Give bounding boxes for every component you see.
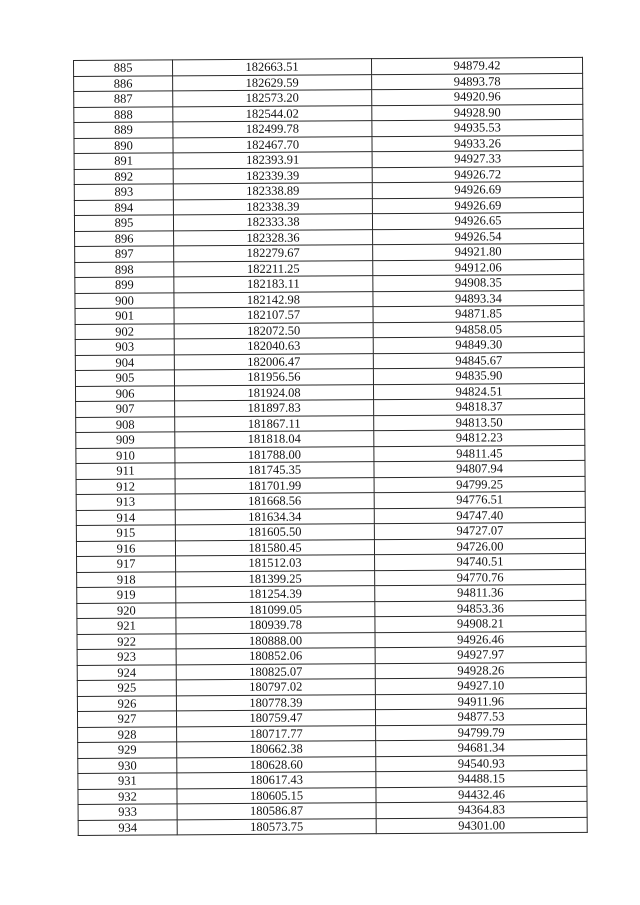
point-number-cell: 908	[76, 416, 175, 432]
y-coordinate-cell: 94927.97	[375, 646, 586, 663]
point-number-cell: 891	[74, 153, 173, 169]
y-coordinate-cell: 94811.36	[375, 584, 586, 601]
point-number-cell: 885	[74, 60, 173, 76]
point-number-cell: 932	[78, 788, 177, 804]
x-coordinate-cell: 182333.38	[173, 214, 372, 231]
x-coordinate-cell: 182040.63	[174, 338, 373, 355]
y-coordinate-cell: 94912.06	[373, 259, 584, 276]
point-number-cell: 910	[76, 447, 175, 463]
y-coordinate-cell: 94933.26	[372, 135, 583, 152]
point-number-cell: 903	[75, 339, 174, 355]
point-number-cell: 892	[74, 168, 173, 184]
y-coordinate-cell: 94727.07	[374, 522, 585, 539]
point-number-cell: 919	[77, 587, 176, 603]
point-number-cell: 890	[74, 137, 173, 153]
table-row	[78, 817, 587, 836]
point-number-cell: 895	[74, 215, 173, 231]
y-coordinate-cell: 94879.42	[371, 57, 582, 74]
x-coordinate-cell: 182573.20	[173, 90, 372, 107]
y-coordinate-cell: 94747.40	[374, 507, 585, 524]
x-coordinate-cell: 182006.47	[174, 353, 373, 370]
point-number-cell: 934	[78, 819, 177, 835]
x-coordinate-cell: 181924.08	[174, 384, 373, 401]
point-number-cell: 920	[77, 602, 176, 618]
x-coordinate-cell: 182499.78	[173, 121, 372, 138]
x-coordinate-cell: 180825.07	[176, 663, 375, 680]
point-number-cell: 893	[74, 184, 173, 200]
x-coordinate-cell: 180797.02	[176, 679, 375, 696]
y-coordinate-cell: 94770.76	[375, 569, 586, 586]
x-coordinate-cell: 182339.39	[173, 167, 372, 184]
point-number-cell: 929	[78, 742, 177, 758]
point-number-cell: 896	[75, 230, 174, 246]
y-coordinate-cell: 94726.00	[374, 538, 585, 555]
y-coordinate-cell: 94811.45	[374, 445, 585, 462]
x-coordinate-cell: 180888.00	[176, 632, 375, 649]
y-coordinate-cell: 94926.69	[372, 197, 583, 214]
point-number-cell: 902	[75, 323, 174, 339]
point-number-cell: 900	[75, 292, 174, 308]
x-coordinate-cell: 182107.57	[174, 307, 373, 324]
x-coordinate-cell: 180605.15	[177, 787, 376, 804]
point-number-cell: 911	[76, 463, 175, 479]
x-coordinate-cell: 182663.51	[173, 59, 372, 76]
point-number-cell: 923	[77, 649, 176, 665]
y-coordinate-cell: 94926.72	[372, 166, 583, 183]
point-number-cell: 914	[76, 509, 175, 525]
point-number-cell: 894	[74, 199, 173, 215]
y-coordinate-cell: 94776.51	[374, 491, 585, 508]
coordinate-table	[73, 57, 588, 836]
y-coordinate-cell: 94928.26	[375, 662, 586, 679]
x-coordinate-cell: 181867.11	[175, 415, 374, 432]
x-coordinate-cell: 181580.45	[175, 539, 374, 556]
point-number-cell: 887	[74, 91, 173, 107]
y-coordinate-cell: 94893.78	[372, 73, 583, 90]
x-coordinate-cell: 182279.67	[174, 245, 373, 262]
y-coordinate-cell: 94908.35	[373, 274, 584, 291]
x-coordinate-cell: 181745.35	[175, 462, 374, 479]
y-coordinate-cell: 94807.94	[374, 460, 585, 477]
point-number-cell: 897	[75, 246, 174, 262]
x-coordinate-cell: 182328.36	[174, 229, 373, 246]
point-number-cell: 906	[75, 385, 174, 401]
y-coordinate-cell: 94928.90	[372, 104, 583, 121]
x-coordinate-cell: 181634.34	[175, 508, 374, 525]
point-number-cell: 889	[74, 122, 173, 138]
y-coordinate-cell: 94893.34	[373, 290, 584, 307]
y-coordinate-cell: 94921.80	[373, 243, 584, 260]
point-number-cell: 927	[77, 711, 176, 727]
y-coordinate-cell: 94926.69	[372, 181, 583, 198]
y-coordinate-cell: 94740.51	[375, 553, 586, 570]
y-coordinate-cell: 94540.93	[376, 755, 587, 772]
y-coordinate-cell: 94858.05	[373, 321, 584, 338]
x-coordinate-cell: 181956.56	[174, 369, 373, 386]
point-number-cell: 901	[75, 308, 174, 324]
point-number-cell: 899	[75, 277, 174, 293]
y-coordinate-cell: 94853.36	[375, 600, 586, 617]
x-coordinate-cell: 181512.03	[176, 555, 375, 572]
y-coordinate-cell: 94824.51	[373, 383, 584, 400]
y-coordinate-cell: 94681.34	[376, 739, 587, 756]
x-coordinate-cell: 181254.39	[176, 586, 375, 603]
x-coordinate-cell: 181788.00	[175, 446, 374, 463]
x-coordinate-cell: 180717.77	[177, 725, 376, 742]
x-coordinate-cell: 180573.75	[177, 818, 376, 835]
point-number-cell: 912	[76, 478, 175, 494]
x-coordinate-cell: 180759.47	[176, 710, 375, 727]
x-coordinate-cell: 182467.70	[173, 136, 372, 153]
point-number-cell: 913	[76, 494, 175, 510]
y-coordinate-cell: 94926.46	[375, 631, 586, 648]
x-coordinate-cell: 182393.91	[173, 152, 372, 169]
point-number-cell: 928	[78, 726, 177, 742]
point-number-cell: 888	[74, 106, 173, 122]
point-number-cell: 924	[77, 664, 176, 680]
y-coordinate-cell: 94926.54	[373, 228, 584, 245]
x-coordinate-cell: 182072.50	[174, 322, 373, 339]
x-coordinate-cell: 181399.25	[176, 570, 375, 587]
y-coordinate-cell: 94908.21	[375, 615, 586, 632]
point-number-cell: 915	[76, 525, 175, 541]
x-coordinate-cell: 181818.04	[175, 431, 374, 448]
x-coordinate-cell: 181099.05	[176, 601, 375, 618]
y-coordinate-cell: 94926.65	[372, 212, 583, 229]
x-coordinate-cell: 181668.56	[175, 493, 374, 510]
y-coordinate-cell: 94813.50	[374, 414, 585, 431]
x-coordinate-cell: 181897.83	[175, 400, 374, 417]
point-number-cell: 930	[78, 757, 177, 773]
x-coordinate-cell: 181701.99	[175, 477, 374, 494]
y-coordinate-cell: 94799.79	[376, 724, 587, 741]
point-number-cell: 933	[78, 804, 177, 820]
y-coordinate-cell: 94877.53	[375, 708, 586, 725]
y-coordinate-cell: 94849.30	[373, 336, 584, 353]
y-coordinate-cell: 94935.53	[372, 119, 583, 136]
point-number-cell: 916	[76, 540, 175, 556]
coordinate-table-body	[74, 57, 588, 835]
y-coordinate-cell: 94818.37	[374, 398, 585, 415]
point-number-cell: 905	[75, 370, 174, 386]
y-coordinate-cell: 94920.96	[372, 88, 583, 105]
y-coordinate-cell: 94812.23	[374, 429, 585, 446]
point-number-cell: 907	[76, 401, 175, 417]
x-coordinate-cell: 182338.89	[173, 183, 372, 200]
x-coordinate-cell: 180628.60	[177, 756, 376, 773]
x-coordinate-cell: 180617.43	[177, 772, 376, 789]
point-number-cell: 931	[78, 773, 177, 789]
y-coordinate-cell: 94927.33	[372, 150, 583, 167]
y-coordinate-cell: 94301.00	[376, 817, 587, 834]
x-coordinate-cell: 180778.39	[176, 694, 375, 711]
point-number-cell: 922	[77, 633, 176, 649]
y-coordinate-cell: 94845.67	[373, 352, 584, 369]
x-coordinate-cell: 180939.78	[176, 617, 375, 634]
point-number-cell: 898	[75, 261, 174, 277]
x-coordinate-cell: 182142.98	[174, 291, 373, 308]
point-number-cell: 904	[75, 354, 174, 370]
point-number-cell: 918	[77, 571, 176, 587]
x-coordinate-cell: 180586.87	[177, 803, 376, 820]
x-coordinate-cell: 182544.02	[173, 105, 372, 122]
x-coordinate-cell: 180852.06	[176, 648, 375, 665]
y-coordinate-cell: 94799.25	[374, 476, 585, 493]
y-coordinate-cell: 94911.96	[375, 693, 586, 710]
x-coordinate-cell: 182183.11	[174, 276, 373, 293]
point-number-cell: 886	[74, 75, 173, 91]
point-number-cell: 921	[77, 618, 176, 634]
y-coordinate-cell: 94871.85	[373, 305, 584, 322]
y-coordinate-cell: 94432.46	[376, 786, 587, 803]
x-coordinate-cell: 182211.25	[174, 260, 373, 277]
point-number-cell: 909	[76, 432, 175, 448]
x-coordinate-cell: 182338.39	[173, 198, 372, 215]
y-coordinate-cell: 94488.15	[376, 770, 587, 787]
x-coordinate-cell: 180662.38	[177, 741, 376, 758]
point-number-cell: 917	[77, 556, 176, 572]
y-coordinate-cell: 94364.83	[376, 801, 587, 818]
y-coordinate-cell: 94927.10	[375, 677, 586, 694]
x-coordinate-cell: 181605.50	[175, 524, 374, 541]
point-number-cell: 925	[77, 680, 176, 696]
x-coordinate-cell: 182629.59	[173, 74, 372, 91]
point-number-cell: 926	[77, 695, 176, 711]
y-coordinate-cell: 94835.90	[373, 367, 584, 384]
